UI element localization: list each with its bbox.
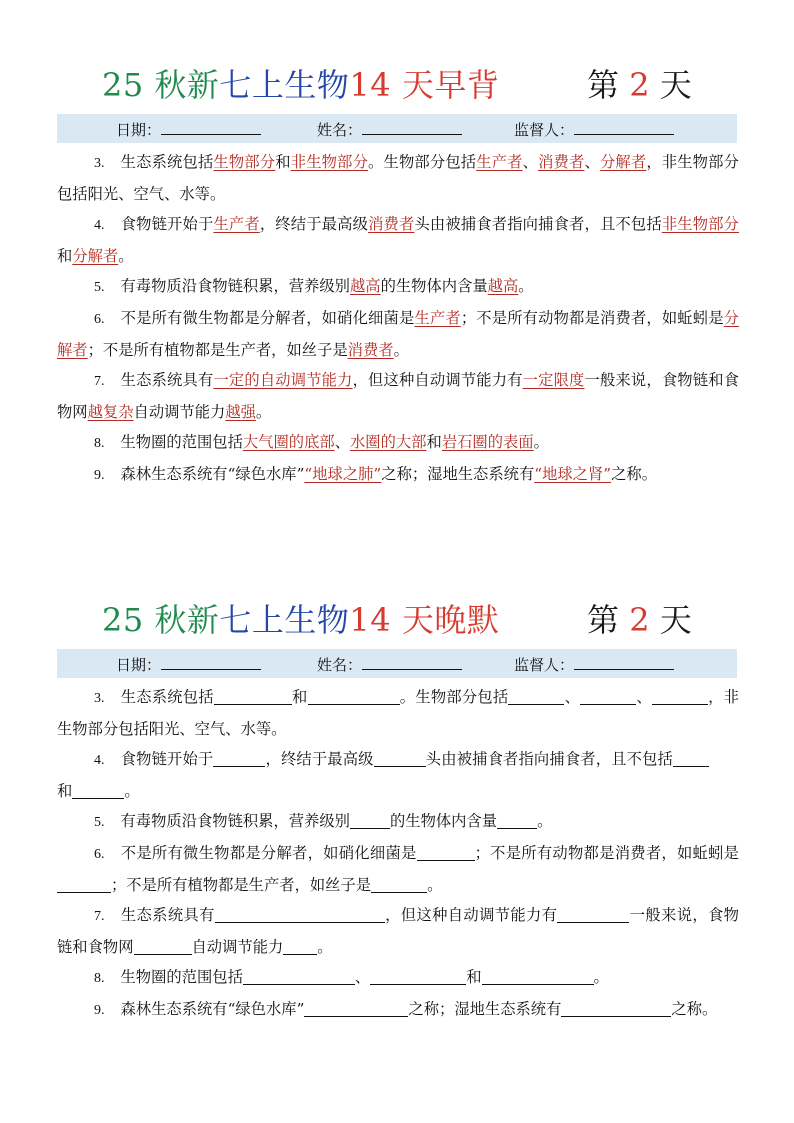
item-text: 和 — [57, 247, 73, 265]
item-text: 和 — [57, 782, 73, 800]
item-text: 。 — [118, 247, 134, 265]
item-number: 3. — [94, 691, 105, 706]
item-text: 头由被捕食者指向捕食者，且不包括 — [425, 750, 673, 768]
title-part-grade: 25 秋新 — [102, 601, 220, 639]
title-part-subject: 七上生物 — [219, 601, 350, 639]
supervisor-field[interactable] — [514, 119, 674, 140]
name-label: 姓名： — [317, 656, 363, 674]
list-item — [57, 427, 739, 459]
list-item — [57, 994, 739, 1026]
answer: “地球之肺” — [304, 465, 382, 483]
answer-blank[interactable] — [213, 750, 265, 767]
name-line[interactable] — [362, 654, 462, 670]
list-item — [57, 271, 739, 303]
item-text: ；不是所有植物都是生产者，如丝子是 — [111, 876, 372, 894]
answer-blank[interactable] — [673, 750, 709, 767]
answer: 分解者 — [57, 309, 739, 359]
item-text: ，非生物部分包括阳光、空气、水等。 — [57, 688, 739, 738]
day-number: 2 — [629, 66, 650, 104]
answer-blank[interactable] — [134, 938, 192, 955]
item-number: 4. — [94, 218, 105, 233]
list-item — [57, 962, 739, 994]
morning-section — [0, 58, 794, 491]
list-item — [57, 459, 739, 491]
item-text: ；不是所有动物都是消费者，如蚯蚓是 — [474, 844, 739, 862]
supervisor-line[interactable] — [574, 119, 674, 135]
evening-section — [0, 593, 794, 1026]
item-text: ，终结于最高级 — [265, 750, 374, 768]
item-text: 生物圈的范围包括 — [120, 433, 243, 451]
answer-blank[interactable] — [215, 906, 385, 923]
item-text: ；不是所有植物都是生产者，如丝子是 — [87, 341, 348, 359]
title-part-session: 晚默 — [434, 601, 500, 639]
answer-blank[interactable] — [417, 844, 475, 861]
title-part-days: 14 天 — [349, 66, 435, 104]
item-text: 食物链开始于 — [120, 750, 214, 768]
answer: 越强 — [225, 403, 256, 421]
answer: 分解者 — [72, 247, 119, 265]
answer-blank[interactable] — [214, 688, 292, 705]
list-item — [57, 147, 739, 209]
item-text: 。 — [427, 876, 443, 894]
answer: 生产者 — [476, 153, 523, 171]
item-text: 、 — [584, 153, 600, 171]
item-text: 之称；湿地生态系统有 — [381, 465, 535, 483]
answer: 越高 — [487, 277, 519, 295]
list-item — [57, 682, 739, 744]
answer-blank[interactable] — [370, 968, 466, 985]
item-text: 食物链开始于 — [120, 215, 214, 233]
item-text: 。 — [593, 968, 609, 986]
item-text: 和 — [291, 688, 308, 706]
answer: 非生物部分 — [290, 153, 369, 171]
item-number: 6. — [94, 847, 105, 862]
morning-items — [57, 147, 739, 491]
name-line[interactable] — [362, 119, 462, 135]
item-text: 、 — [354, 968, 371, 986]
evening-info-bar — [57, 649, 737, 678]
item-text: 一般来说，食物链和食物网 — [57, 906, 739, 956]
item-number: 3. — [94, 156, 105, 171]
list-item — [57, 209, 739, 271]
date-label: 日期： — [116, 121, 162, 139]
answer-blank[interactable] — [308, 688, 400, 705]
answer: 一定的自动调节能力 — [213, 371, 353, 389]
answer-blank[interactable] — [637, 1000, 671, 1017]
item-text: 。 — [533, 433, 549, 451]
item-text: ；不是所有动物都是消费者，如蚯蚓是 — [460, 309, 724, 327]
item-text: 生态系统具有 — [120, 906, 215, 924]
item-text: 、 — [564, 688, 581, 706]
answer-blank[interactable] — [350, 812, 390, 829]
answer: “地球之肾” — [534, 465, 612, 483]
item-text: 自动调节能力 — [133, 403, 226, 421]
answer-blank[interactable] — [243, 968, 355, 985]
item-number: 4. — [94, 753, 105, 768]
name-field[interactable] — [317, 119, 462, 140]
item-number: 5. — [94, 280, 105, 295]
item-text: 和 — [426, 433, 442, 451]
supervisor-label: 监督人： — [514, 121, 575, 139]
answer: 消费者 — [347, 341, 394, 359]
answer-blank[interactable] — [497, 812, 537, 829]
evening-items — [57, 682, 739, 1026]
item-text: 。 — [255, 403, 272, 421]
answer: 岩石圈的表面 — [441, 433, 534, 451]
item-text: 之称。 — [671, 1000, 718, 1018]
item-text: 森林生态系统有“绿色水库” — [120, 465, 305, 483]
answer: 生产者 — [213, 215, 260, 233]
item-text: 。生物部分包括 — [399, 688, 509, 706]
item-text: 、 — [636, 688, 652, 706]
answer-blank[interactable] — [482, 968, 594, 985]
answer: 生物部分 — [213, 153, 276, 171]
answer: 水圈的大部 — [350, 433, 427, 451]
answer: 生产者 — [414, 309, 461, 327]
list-item — [57, 900, 739, 962]
supervisor-line[interactable] — [574, 654, 674, 670]
answer-blank[interactable] — [57, 876, 111, 893]
date-field[interactable] — [116, 654, 261, 675]
answer-blank[interactable] — [557, 906, 629, 923]
item-text: 生物圈的范围包括 — [120, 968, 243, 986]
item-text: 不是所有微生物都是分解者，如硝化细菌是 — [120, 844, 417, 862]
day-suffix: 天 — [659, 601, 692, 639]
item-number: 7. — [94, 374, 105, 389]
answer: 越高 — [349, 277, 381, 295]
item-text: ，但这种自动调节能力有 — [384, 906, 558, 924]
date-line[interactable] — [161, 119, 261, 135]
item-text: 和 — [275, 153, 291, 171]
answer-blank[interactable] — [72, 782, 124, 799]
item-text: 有毒物质沿食物链积累，营养级别 — [120, 812, 350, 830]
answer: 一定限度 — [522, 371, 585, 389]
answer-blank[interactable] — [371, 876, 427, 893]
name-label: 姓名： — [317, 121, 363, 139]
name-field[interactable] — [317, 654, 462, 675]
item-text: 生态系统包括 — [120, 153, 214, 171]
title-part-session: 早背 — [434, 66, 500, 104]
item-text: 、 — [334, 433, 350, 451]
answer-blank[interactable] — [304, 1000, 408, 1017]
evening-title — [0, 593, 794, 649]
list-item — [57, 365, 739, 427]
day-suffix: 天 — [659, 66, 692, 104]
answer: 分解者 — [599, 153, 647, 171]
answer-blank[interactable] — [652, 688, 708, 705]
title-part-subject: 七上生物 — [219, 66, 350, 104]
evening-title-main — [102, 595, 499, 641]
item-text: 和 — [466, 968, 482, 986]
list-item — [57, 303, 739, 365]
date-line[interactable] — [161, 654, 261, 670]
item-text: 的生物体内含量 — [380, 277, 488, 295]
evening-day-label — [587, 595, 692, 641]
supervisor-label: 监督人： — [514, 656, 575, 674]
item-text: 森林生态系统有“绿色水库” — [120, 1000, 305, 1018]
item-text: 之称；湿地生态系统有 — [408, 1000, 562, 1018]
list-item — [57, 744, 739, 806]
item-text: 有毒物质沿食物链积累，营养级别 — [120, 277, 350, 295]
item-text: 一般来说，食物链和食物网 — [57, 371, 739, 421]
date-label: 日期： — [116, 656, 162, 674]
item-number: 5. — [94, 815, 105, 830]
list-item — [57, 838, 739, 900]
item-text: 的生物体内含量 — [389, 812, 498, 830]
item-text: 生态系统具有 — [120, 371, 214, 389]
item-text: ，非生物部分包括阳光、空气、水等。 — [57, 153, 739, 203]
day-prefix: 第 — [587, 66, 620, 104]
item-text: 不是所有微生物都是分解者，如硝化细菌是 — [120, 309, 415, 327]
item-text: 。 — [393, 341, 409, 359]
answer-blank[interactable] — [374, 750, 426, 767]
morning-info-bar — [57, 114, 737, 143]
item-text: 之称。 — [611, 465, 657, 483]
item-number: 6. — [94, 312, 105, 327]
morning-title — [0, 58, 794, 114]
supervisor-field[interactable] — [514, 654, 674, 675]
answer: 消费者 — [538, 153, 585, 171]
answer-blank[interactable] — [561, 1000, 637, 1017]
title-part-grade: 25 秋新 — [102, 66, 220, 104]
item-text: ，但这种自动调节能力有 — [352, 371, 523, 389]
item-number: 8. — [94, 971, 105, 986]
item-text: ，终结于最高级 — [259, 215, 369, 233]
day-number: 2 — [629, 601, 650, 639]
item-text: 自动调节能力 — [191, 938, 284, 956]
item-text: 生态系统包括 — [120, 688, 214, 706]
answer: 消费者 — [368, 215, 415, 233]
list-item — [57, 806, 739, 838]
item-text: 。 — [317, 938, 333, 956]
item-number: 9. — [94, 1003, 105, 1018]
answer-blank[interactable] — [508, 688, 564, 705]
item-number: 9. — [94, 468, 105, 483]
title-part-days: 14 天 — [349, 601, 435, 639]
answer-blank[interactable] — [580, 688, 636, 705]
item-number: 8. — [94, 436, 105, 451]
item-number: 7. — [94, 909, 105, 924]
day-prefix: 第 — [587, 601, 620, 639]
answer: 大气圈的底部 — [242, 433, 335, 451]
item-text: 。 — [124, 782, 140, 800]
answer: 越复杂 — [87, 403, 134, 421]
date-field[interactable] — [116, 119, 261, 140]
answer-blank[interactable] — [283, 938, 317, 955]
morning-title-main — [102, 60, 499, 106]
answer: 非生物部分 — [661, 215, 739, 233]
item-text: 头由被捕食者指向捕食者，且不包括 — [414, 215, 662, 233]
morning-day-label — [587, 60, 692, 106]
item-text: 、 — [522, 153, 539, 171]
item-text: 。生物部分包括 — [368, 153, 477, 171]
item-text: 。 — [537, 812, 553, 830]
item-text: 。 — [518, 277, 534, 295]
